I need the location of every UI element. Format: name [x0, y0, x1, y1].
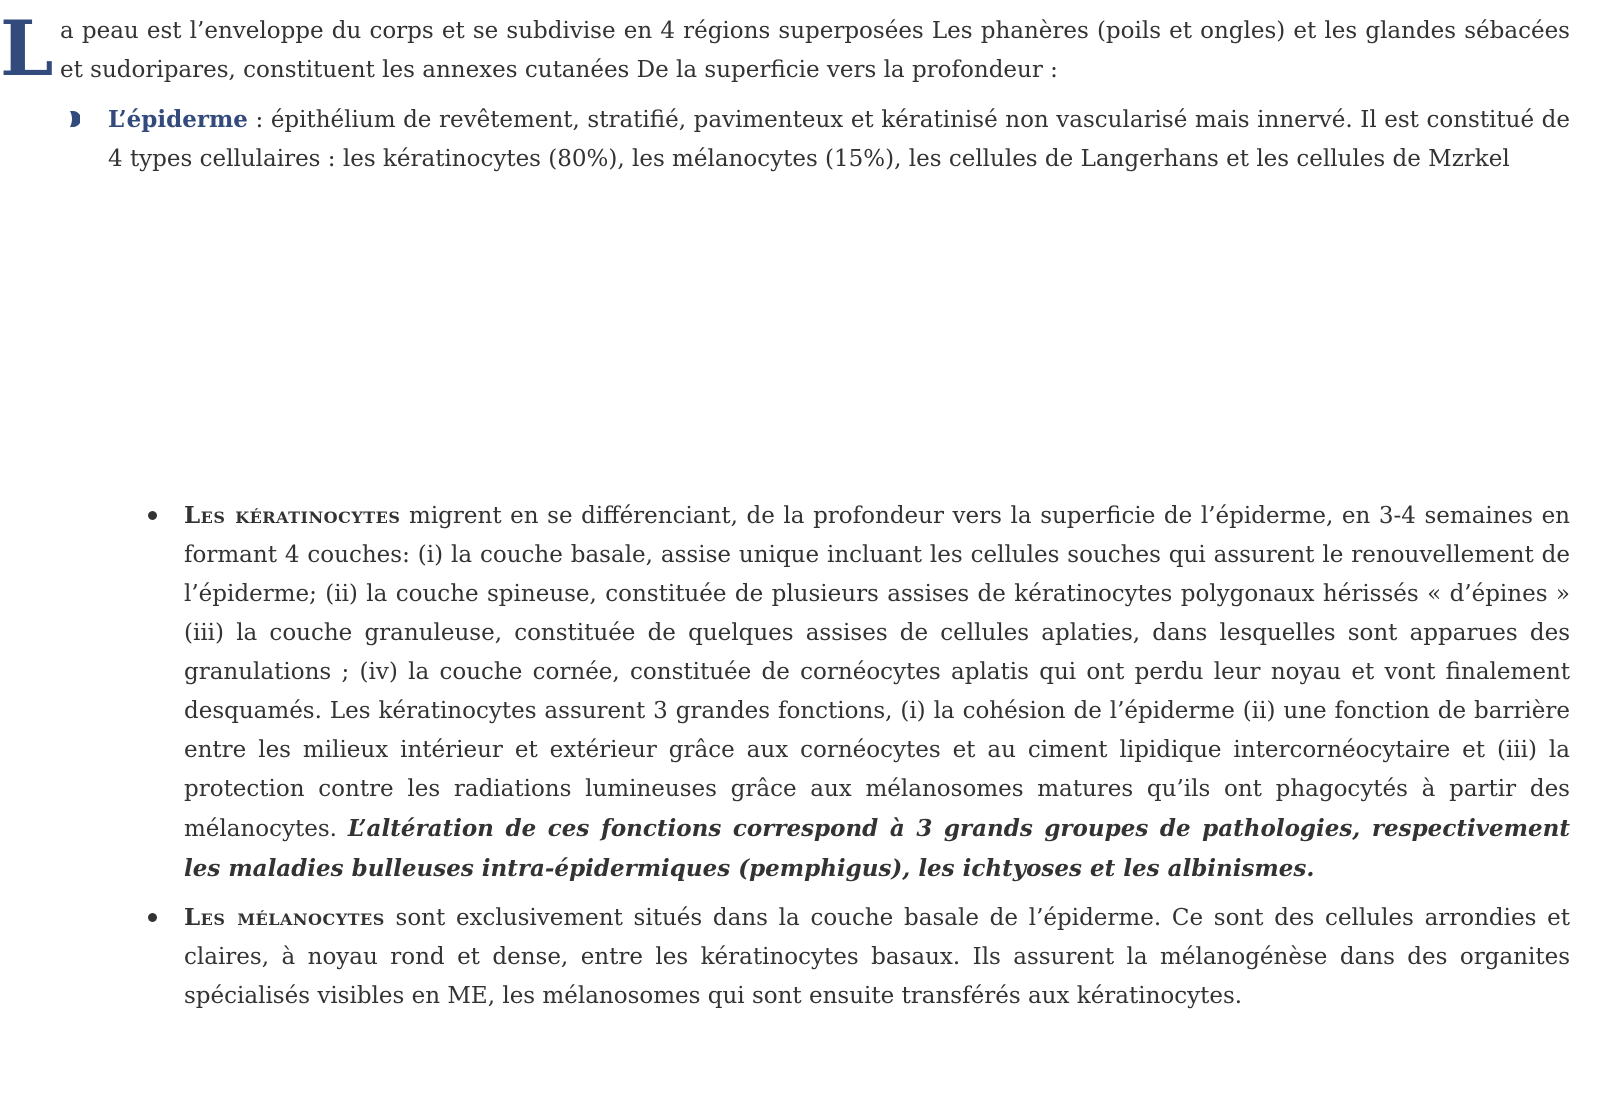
- melanocytes-text-block: [184, 898, 1570, 1016]
- bullet-dot-icon: [148, 511, 157, 520]
- epiderme-section: [70, 100, 1570, 179]
- drop-cap: L: [0, 4, 54, 93]
- melanocytes-term: Les mélanocytes: [184, 904, 385, 931]
- keratinocytes-emphasis: L’altération de ces fonctions correspond à 3 grands groupes de pathologies, respectivement les maladies bulleuses intra-épidermiques (pemphigus), les ichtyoses et les albinismes.: [184, 815, 1570, 882]
- list-item-keratinocytes: [140, 496, 1570, 889]
- intro-paragraph: [0, 4, 1570, 93]
- melanocytes-description: sont exclusivement situés dans la couche basale de l’épiderme. Ce sont des cellules arrondies et claires, à noyau rond et dense, entre les kératinocytes basaux. Ils assurent la mélanogénèse dans des organites spécialisés visibles en ME, les mélanosomes qui sont ensuite transférés aux kératinocytes.: [184, 905, 1570, 1009]
- intro-text: a peau est l’enveloppe du corps et se subdivise en 4 régions superposées Les phanères (poils et ongles) et les glandes sébacées et sudoripares, constituent les annexes cutanées De la superficie vers la profondeur :: [60, 18, 1570, 83]
- keratinocytes-description: migrent en se différenciant, de la profondeur vers la superficie de l’épiderme, en 3-4 semaines en formant 4 couches: (i) la couche basale, assise unique incluant les cellules souches qui assurent le renouvellement de l’épiderme; (ii) la couche spineuse, constituée de plusieurs assises de kératinocytes polygonaux hérissés « d’épines » (iii) la couche granuleuse, constituée de quelques assises de cellules aplaties, dans lesquelles sont apparues des granulations ; (iv) la couche cornée, constituée de cornéocytes aplatis qui ont perdu leur noyau et vont finalement desquamés. Les kératinocytes assurent 3 grandes fonctions, (i) la cohésion de l’épiderme (ii) une fonction de barrière entre les milieux intérieur et extérieur grâce aux cornéocytes et au ciment lipidique intercornéocytaire et (iii) la protection contre les radiations lumineuses grâce aux mélanosomes matures qu’ils ont phagocytés à partir des mélanocytes.: [184, 503, 1570, 842]
- list-item-melanocytes: [140, 898, 1570, 1016]
- epiderme-text-block: [108, 100, 1570, 179]
- epiderme-description: : épithélium de revêtement, stratifié, pavimenteux et kératinisé non vascularisé mais innervé. Il est constitué de 4 types cellulaires : les kératinocytes (80%), les mélanocytes (15%), les cellules de Langerhans et les cellules de Mzrkel: [108, 107, 1570, 172]
- bullet-dot-icon: [148, 913, 157, 922]
- cell-types-list: [140, 496, 1570, 1025]
- filled-semicircle-arrow-icon: [70, 111, 80, 127]
- keratinocytes-text-block: [184, 496, 1570, 889]
- epiderme-term: L’épiderme: [108, 106, 248, 133]
- keratinocytes-term: Les kératinocytes: [184, 502, 401, 529]
